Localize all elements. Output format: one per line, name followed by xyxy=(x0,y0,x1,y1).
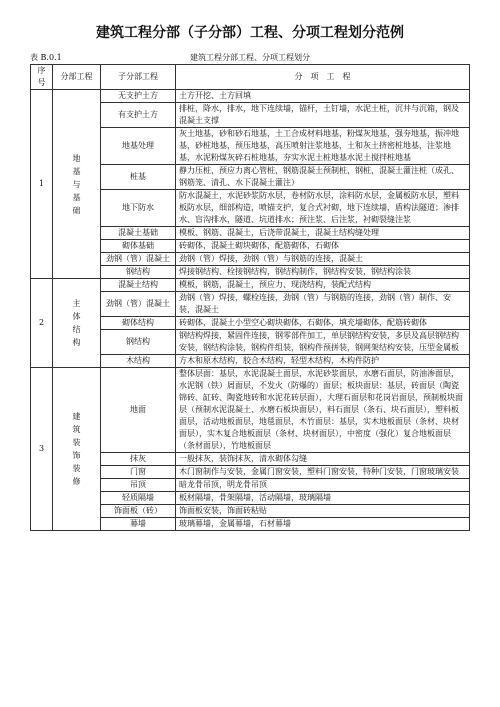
division-name-char: 装 xyxy=(72,464,81,473)
subdivision-cell: 桩基 xyxy=(101,165,176,190)
table-caption: 建筑工程分部工程、分项工程划分 xyxy=(190,53,310,62)
division-name-char: 装 xyxy=(72,438,81,447)
header-items: 分 项 工 程 xyxy=(176,65,470,90)
subdivision-cell: 无支护土方 xyxy=(101,90,176,103)
subdivision-cell: 劲钢（管）混凝土 xyxy=(101,253,176,266)
items-cell: 排桩，降水，排水，地下连续墙，锚杆，土钉墙，水泥土桩，沉井与沉箱，钢及混凝土支撑 xyxy=(176,103,470,128)
division-name-char: 主 xyxy=(72,299,81,308)
items-cell: 焊接钢结构、栓接钢结构，钢结构制作，钢结构安装，钢结构涂装 xyxy=(176,266,470,279)
subdivision-cell: 劲钢（管）混凝土 xyxy=(101,292,176,317)
items-cell: 砖砌体，混凝土砌块砌体，配筋砌体，石砌体 xyxy=(176,240,470,253)
subdivision-cell: 砌体结构 xyxy=(101,317,176,330)
table-body xyxy=(31,90,470,531)
items-cell: 饰面板安装，饰面砖粘贴 xyxy=(176,505,470,518)
subdivision-cell: 有支护土方 xyxy=(101,103,176,128)
subdivision-cell: 轻质隔墙 xyxy=(101,492,176,505)
division-name-char: 体 xyxy=(72,312,81,321)
subdivision-cell: 混凝土基础 xyxy=(101,227,176,240)
table-row xyxy=(31,90,470,103)
division-name-char: 基 xyxy=(72,166,81,176)
division-name-char: 修 xyxy=(72,477,81,486)
items-cell: 整体层面：基层，水泥混凝土面层，水泥砂浆面层，水磨石面层，防油渗面层，水泥钢（铁）屑面层，不发火（防爆的）面层；板块面层：基层，砖面层（陶瓷锦砖、缸砖、陶瓷地砖和水泥花砖层面），大理石面层和花岗岩面层，预制板块面层（预制水泥混凝土、水磨石板块面层），料石面层（条石、块石面层），塑料板面层，活动地板面层，地毯面层，木竹面层：基层，实木地板面层（条材、块材面层），实木复合地板面层（条材、块材面层），中密度（强化）复合地板面层（条材面层），竹地板面层 xyxy=(176,368,470,453)
items-cell: 劲钢（管）焊接，劲钢（管）与钢筋的连接，混凝土 xyxy=(176,253,470,266)
subdivision-cell: 钢结构 xyxy=(101,330,176,355)
division-name xyxy=(53,90,101,279)
division-name-char: 饰 xyxy=(72,451,81,460)
subdivision-cell: 抹灰 xyxy=(101,453,176,466)
division-name-char: 础 xyxy=(72,205,81,215)
items-cell: 木门窗制作与安装，金属门窗安装，塑料门窗安装，特种门安装，门窗玻璃安装 xyxy=(176,466,470,479)
division-number: 3 xyxy=(31,368,53,531)
items-cell: 劲钢（管）焊接，螺栓连接，劲钢（管）与钢筋的连接，劲钢（管）制作、安装，混凝土 xyxy=(176,292,470,317)
items-cell: 防水混凝土，水泥砂浆防水层，卷材防水层，涂料防水层，金属板防水层，塑料板防水层，细部构造，喷锚支护，复合式衬砌，地下连续墙，盾构法隧道；渗排水、盲沟排水，隧道、坑道排水；预注浆、后注浆，衬砌裂缝注浆 xyxy=(176,190,470,227)
subdivision-cell: 吊顶 xyxy=(101,479,176,492)
items-cell: 灰土地基，砂和砂石地基，土工合成材料地基，粉煤灰地基，强夯地基，振冲地基，砂桩地基，预压地基，高压喷射注浆地基，土和灰土挤密桩地基，注浆地基，水泥粉煤灰碎石桩地基，夯实水泥土桩地基水泥土搅拌桩地基 xyxy=(176,128,470,165)
division-name-char: 筑 xyxy=(72,425,81,434)
items-cell: 暗龙骨吊顶，明龙骨吊顶 xyxy=(176,479,470,492)
items-cell: 模板，钢筋，混凝土，预应力、现浇结构，装配式结构 xyxy=(176,279,470,292)
subdivision-cell: 钢结构 xyxy=(101,266,176,279)
header-division: 分部工程 xyxy=(53,65,101,90)
table-row xyxy=(31,368,470,453)
division-name-char: 建 xyxy=(72,412,81,421)
subdivision-cell: 地下防水 xyxy=(101,190,176,227)
table-header-row xyxy=(31,65,470,90)
division-name-char: 地 xyxy=(72,153,81,163)
division-name-char: 构 xyxy=(72,338,81,347)
subdivision-cell: 木结构 xyxy=(101,355,176,368)
header-subdivision: 子分部工程 xyxy=(101,65,176,90)
items-cell: 方木和原木结构，胶合木结构，轻型木结构，木构件防护 xyxy=(176,355,470,368)
items-cell: 玻璃幕墙，金属幕墙，石材幕墙 xyxy=(176,518,470,531)
document-title: 建筑工程分部（子分部）工程、分项工程划分范例 xyxy=(96,25,404,41)
items-cell: 土方开挖、土方回填 xyxy=(176,90,470,103)
subdivision-cell: 砌体基础 xyxy=(101,240,176,253)
table-heading xyxy=(30,52,470,64)
subdivision-cell: 地基处理 xyxy=(101,128,176,165)
subdivision-cell: 饰面板（砖） xyxy=(101,505,176,518)
items-cell: 静力压桩，预应力离心管桩，钢筋混凝土预制桩，钢桩，混凝土灌注桩（成孔、钢筋笼、清孔、水下混凝土灌注） xyxy=(176,165,470,190)
division-name-char: 与 xyxy=(72,179,81,189)
table-number: 表 B.0.1 xyxy=(30,53,62,62)
header-seq: 序号 xyxy=(31,65,53,90)
division-number: 2 xyxy=(31,279,53,368)
division-name xyxy=(53,279,101,368)
division-number: 1 xyxy=(31,90,53,279)
items-cell: 砖砌体，混凝土小型空心砌块砌体，石砌体，填充墙砌体，配筋砖砌体 xyxy=(176,317,470,330)
subdivision-cell: 门窗 xyxy=(101,466,176,479)
subdivision-cell: 混凝土结构 xyxy=(101,279,176,292)
table-row xyxy=(31,279,470,292)
items-cell: 模板、钢筋、混凝土，后浇带混凝土，混凝土结构缝处理 xyxy=(176,227,470,240)
items-cell: 钢结构焊接，紧固件连接，钢零部件加工，单层钢结构安装，多层及高层钢结构安装，钢结构涂装，钢构件组装，钢构件预拼装，钢网架结构安装，压型金属板 xyxy=(176,330,470,355)
subdivision-cell: 幕墙 xyxy=(101,518,176,531)
subdivision-cell: 地面 xyxy=(101,368,176,453)
items-cell: 板材隔墙，骨架隔墙，活动隔墙，玻璃隔墙 xyxy=(176,492,470,505)
division-name xyxy=(53,368,101,531)
division-name-char: 结 xyxy=(72,325,81,334)
division-table xyxy=(30,64,470,531)
division-name-char: 基 xyxy=(72,192,81,202)
items-cell: 一般抹灰，装饰抹灰，清水砌体勾缝 xyxy=(176,453,470,466)
